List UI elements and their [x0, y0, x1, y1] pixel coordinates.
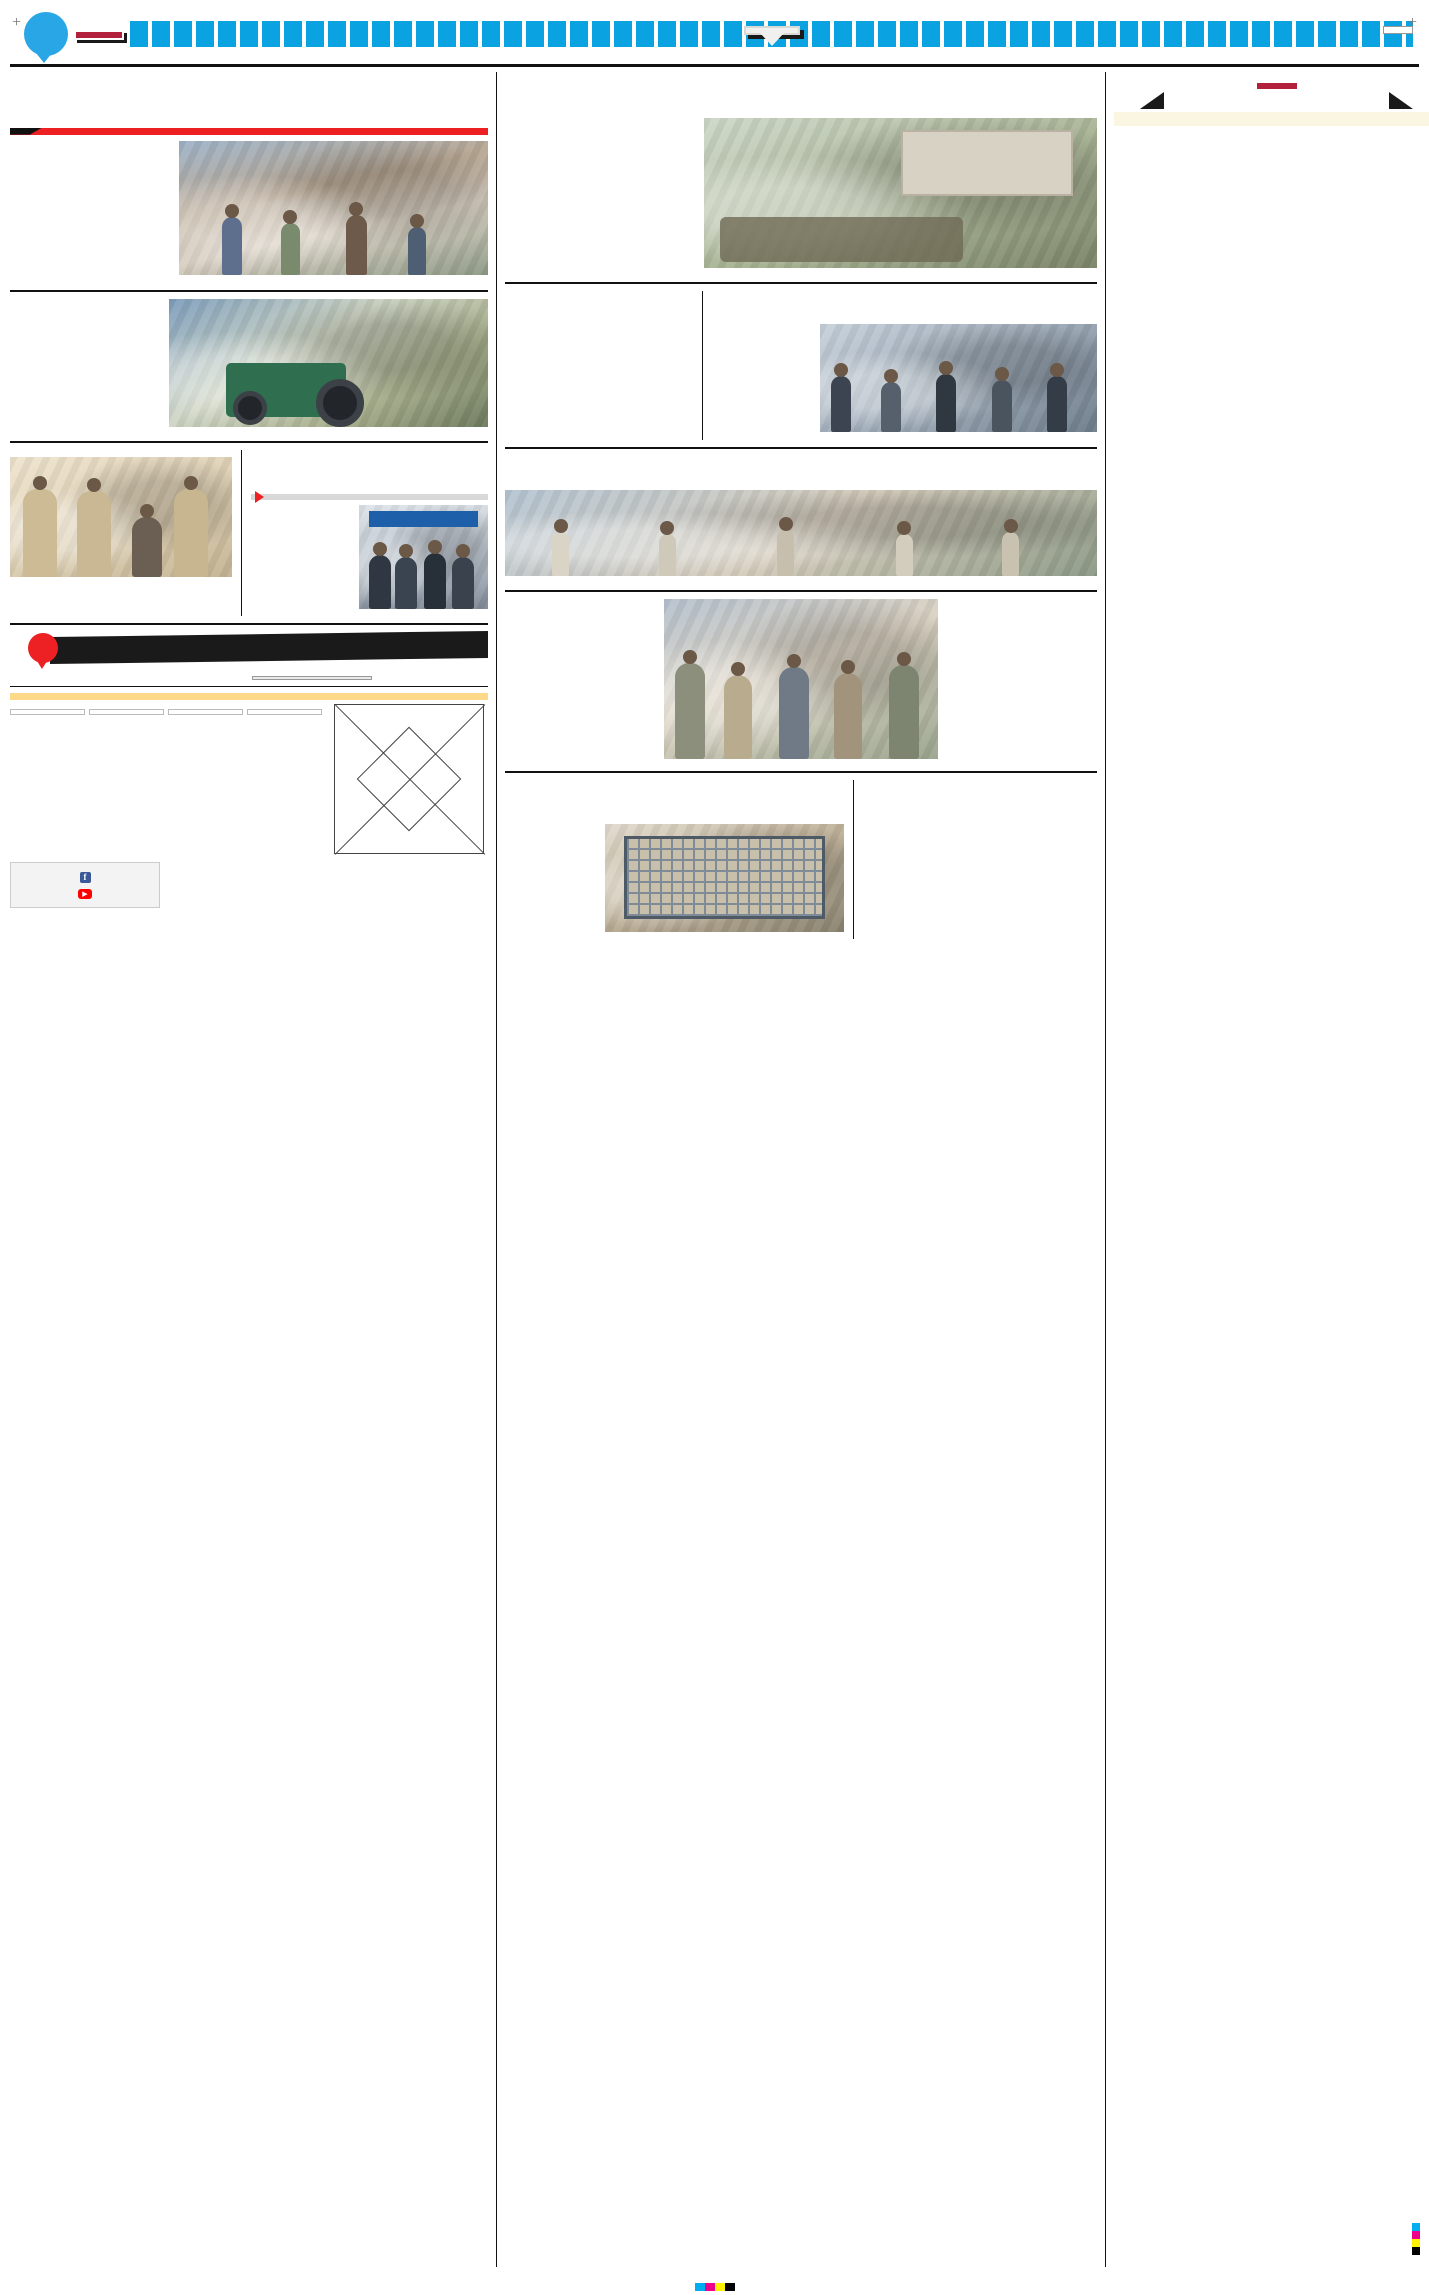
column-middle [505, 72, 1097, 2267]
photo-figures [820, 324, 1097, 432]
darbar-headline [712, 297, 1097, 320]
quick-read-body [1114, 112, 1429, 126]
sudoku-solution-title [252, 676, 372, 680]
panchang-cell-0 [10, 709, 85, 715]
color-registration-bars [1412, 2223, 1420, 2255]
photo-figures [359, 505, 488, 609]
panchang-cell-3 [247, 709, 322, 715]
hindi-masthead [74, 30, 124, 40]
iiica-photo [359, 505, 488, 609]
panchang-cell-1 [89, 709, 164, 715]
kundli-youtube-link[interactable] [15, 888, 155, 901]
quick-read-wing-left [1140, 92, 1164, 109]
city-plate [744, 26, 800, 35]
iiica-headline [251, 457, 488, 489]
kundli-inner-diamond [357, 727, 462, 832]
panchang-row [10, 709, 322, 715]
separator-3 [10, 623, 488, 625]
quick-read-header [1114, 76, 1429, 112]
tractor-wheel-front [233, 391, 267, 425]
vertical-rule-m1 [702, 291, 703, 440]
masthead-title [74, 29, 124, 40]
sudoku-header [10, 633, 488, 667]
kundli-chart [334, 704, 484, 854]
photo-figures [664, 599, 938, 759]
separator-4 [10, 686, 488, 687]
vertical-rule-1 [241, 450, 242, 616]
masthead-stripes [130, 21, 1413, 47]
color-bar-strip [695, 2283, 735, 2291]
separator-m3 [505, 590, 1097, 592]
separator-1 [10, 290, 488, 292]
kundli-facebook-link[interactable] [15, 872, 155, 885]
quick-read-title [1257, 80, 1297, 89]
youtube-icon: ▶ [78, 889, 92, 899]
photo-figures [505, 490, 1097, 576]
water-headline [863, 786, 1097, 808]
sudoku-grid[interactable] [10, 673, 246, 680]
registration-mark-right: + [1407, 14, 1417, 31]
sudoku-solution [252, 676, 372, 680]
reg-black [1412, 2247, 1420, 2255]
panchang-cell-2 [168, 709, 243, 715]
triple-photo [704, 118, 1097, 268]
sudoku-title [50, 631, 488, 664]
tractor-photo [169, 299, 488, 427]
rashifal-title [10, 693, 488, 700]
facebook-icon: f [80, 872, 91, 883]
strip-yellow [715, 2283, 725, 2291]
monkey-cage [624, 836, 825, 918]
page-body [10, 72, 1419, 2267]
lead-headline [10, 78, 488, 124]
reg-magenta [1412, 2231, 1420, 2239]
garbage-pile [720, 217, 964, 262]
publication-logo [24, 12, 68, 56]
separator-2 [10, 441, 488, 443]
reg-yellow [1412, 2239, 1420, 2247]
strip-cyan [695, 2283, 705, 2291]
vertical-rule-m2 [853, 780, 854, 939]
building-shape [901, 130, 1074, 196]
iiica-subkicker [251, 494, 488, 500]
column-right [1114, 72, 1429, 2267]
reg-cyan [1412, 2223, 1420, 2231]
photo-figures [179, 141, 488, 275]
column-left [10, 72, 488, 2267]
registration-mark-left: + [12, 14, 22, 31]
masthead [10, 8, 1419, 60]
vertical-rule-main-1 [496, 72, 497, 2267]
vertical-rule-main-2 [1105, 72, 1106, 2267]
separator-m2 [505, 447, 1097, 449]
anganwadi-headline [505, 297, 693, 348]
tractor-wheel-rear [316, 379, 364, 427]
triple-headline [505, 79, 1097, 113]
quick-read-wing-right [1389, 92, 1413, 109]
monkey-photo [605, 824, 844, 932]
lead-kicker [10, 128, 488, 135]
miner-photo [10, 457, 232, 577]
masthead-rule [10, 64, 1419, 67]
encroach-photo [664, 599, 938, 759]
strip-magenta [705, 2283, 715, 2291]
kundli-tv-promo[interactable] [10, 862, 160, 907]
separator-m1 [505, 282, 1097, 284]
separator-m4 [505, 771, 1097, 773]
strip-black [725, 2283, 735, 2291]
belt-photo [505, 490, 1097, 576]
lead-photo [179, 141, 488, 275]
belt-headline [505, 462, 1097, 486]
monkey-headline [505, 787, 844, 818]
darbar-photo [820, 324, 1097, 432]
photo-figures [10, 457, 232, 577]
